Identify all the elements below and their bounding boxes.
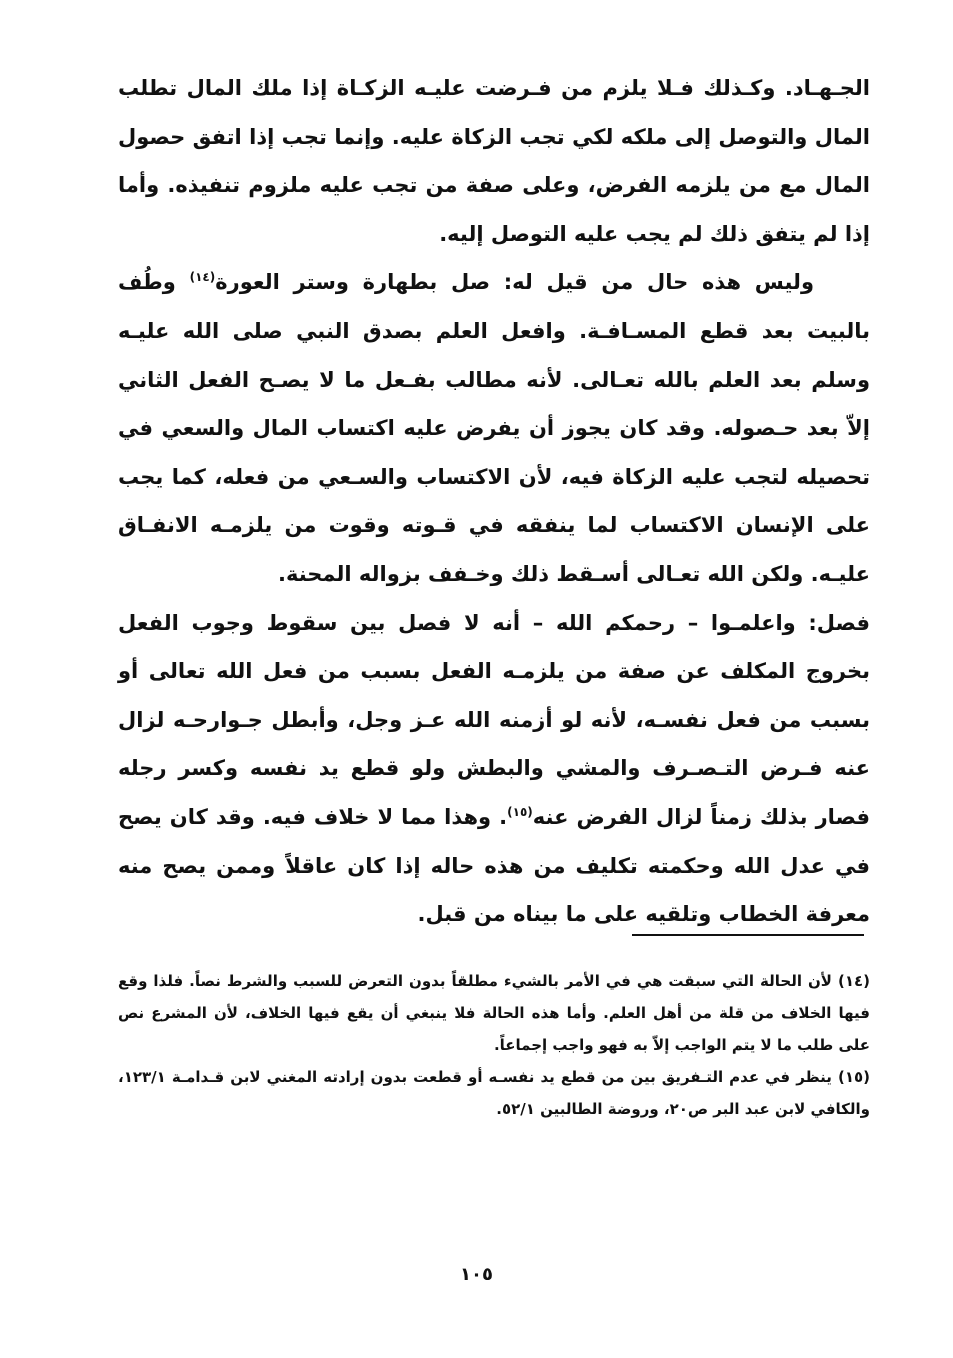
footnote-ref-14[interactable]: (١٤) — [189, 270, 216, 285]
page-number: ١٠٥ — [460, 1264, 493, 1285]
paragraph-1 — [118, 64, 870, 258]
main-text — [118, 64, 870, 939]
paragraph-2-text-before-note: وليس هذه حال من قيل له: صل بطهارة وستر العورة — [215, 270, 814, 295]
footnotes — [118, 965, 870, 1125]
footnote-ref-15[interactable]: (١٥) — [507, 804, 533, 819]
section-label: فصل: — [808, 610, 870, 635]
footnote-15: (١٥) ينظر في عدم التـفريق بين من قطع يد نفسـه أو قطعت بدون إرادته المغني لابن قـدامـة ١٢٣/١، والكافي لابن عبد البر ص٢٠، وروضة الطالبين ٥٢/١. — [118, 1068, 870, 1118]
paragraph-2 — [118, 258, 870, 598]
footnote-separator — [632, 934, 864, 936]
footnote-14: (١٤) لأن الحالة التي سبقت هي في الأمر بالشيء مطلقاً بدون التعرض للسبب والشرط نصاً. فلذا وقع فيها الخلاف من قلة من أهل العلم. وأما هذه الحالة فلا ينبغي أن يقع فيها الخلاف، لأن المشرع نص على طلب ما لا يتم الواجب إلاّ به فهو واجب إجماعاً. — [118, 972, 870, 1054]
paragraph-2-text-after-note: وطُف بالبيت بعد قطع المسـافـة. وافعل العلم بصدق النبي صلى الله عليـه وسلم بعد العلم بالله تعـالى. لأنه مطالب بفـعل ما لا يصـح الفعل الثاني إلاّ بعد حـصوله. وقد كان يجوز أن يفرض عليه اكتساب المال والسعي في تحصيله لتجب عليه الزكاة فيه، لأن الاكتساب والسـعي من فعله، كما يجب على الإنسان الاكتساب لما ينفقه في قـوته وقوت من يلزمـه الانفـاق عليـه. ولكن الله تعـالى أسـقط ذلك وخـفف بزواله المحنة. — [118, 270, 870, 586]
paragraph-3-text-before-note: واعلمـوا – رحمكم الله – أنه لا فصل بين سقوط وجوب الفعل بخروج المكلف عن صفة من يلزمـه الفعل بسبب من فعل الله تعالى أو بسبب من فعل نفسـه، لأنه لو أزمنه الله عـز وجل، وأبطل جـوارحـه لزال عنه فـرض التـصـرف والمشي والبطش ولو قطع يد نفسه وكسر رجله فصار بذلك زمناً لزال الفرض عنه — [118, 610, 870, 829]
paragraph-1-text: الجـهـاد. وكـذلك فـلا يلزم من فـرضت عليـه الزكـاة إذا ملك المال تطلب المال والتوصل إلى ملكه لكي تجب الزكاة عليه. وإنما تجب إذا اتفق حصول المال مع من يلزمه الفرض، وعلى صفة من تجب عليه ملزوم تنفيذه. وأما إذا لم يتفق ذلك لم يجب عليه التوصل إليه. — [118, 76, 870, 246]
paragraph-3-text-after-note: . وهذا مما لا خلاف فيه. وقد كان يصح في عدل الله وحكمته تكليف من هذه حاله إذا كان عاقلاً وممن يصح منه معرفة الخطاب وتلقيه على ما بيناه من قبل. — [118, 804, 870, 927]
paragraph-3 — [118, 599, 870, 939]
